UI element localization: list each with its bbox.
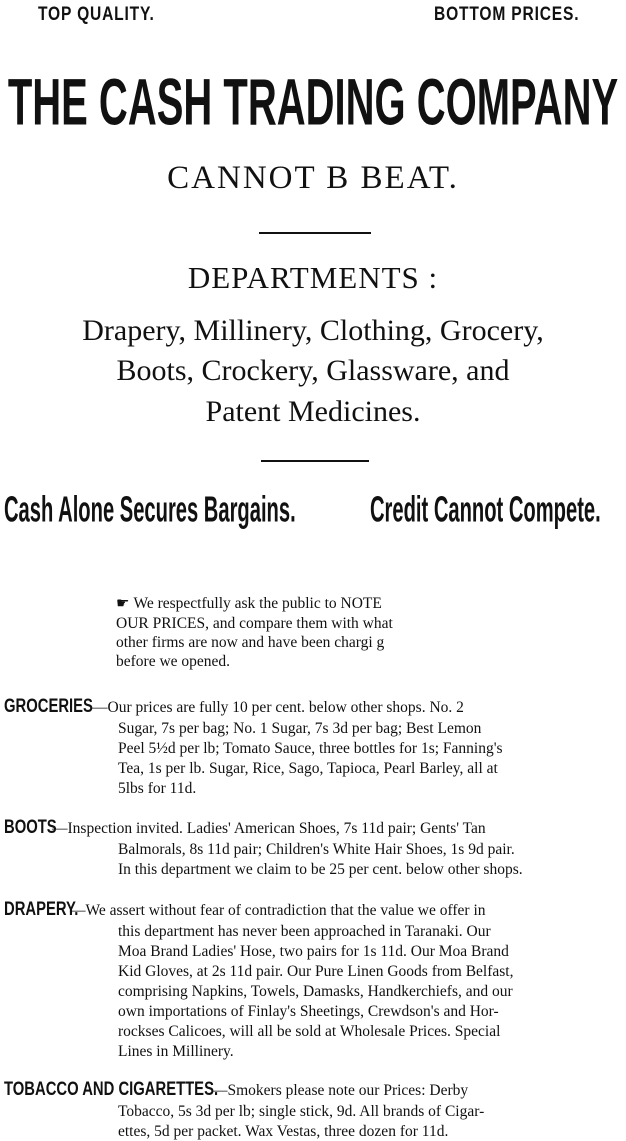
groceries-line: —Our prices are fully 10 per cent. below other shops. No. 2 — [92, 699, 464, 716]
tagline: CANNOT B BEAT. — [167, 160, 459, 196]
tobacco-line: —Smokers please note our Prices: Derby — [212, 1082, 469, 1099]
drapery-line: rockses Calicoes, will all be sold at Wholesale Prices. Special — [118, 1023, 501, 1040]
top-quality-text: TOP QUALITY. — [38, 4, 155, 25]
divider — [259, 232, 371, 234]
drapery-line: comprising Napkins, Towels, Damasks, Handkerchiefs, and our — [118, 983, 513, 1000]
tobacco-label: TOBACCO AND CIGARETTES. — [4, 1079, 219, 1100]
drapery-line: —We assert without fear of contradiction that the value we offer in — [70, 902, 486, 919]
notice-line: other firms are now and have been chargi g — [116, 634, 385, 651]
groceries-line: 5lbs for 11d. — [118, 780, 197, 797]
tobacco-line: Tobacco, 5s 3d per lb; single stick, 9d. All brands of Cigar- — [118, 1103, 485, 1120]
notice-line: OUR PRICES, and compare them with what — [116, 615, 393, 632]
boots-section — [4, 818, 486, 838]
company-name: THE CASH TRADING COMPANY — [7, 66, 619, 140]
drapery-line: Lines in Millinery. — [118, 1043, 234, 1060]
boots-label: BOOTS — [4, 817, 57, 838]
drapery-line: Kid Gloves, at 2s 11d pair. Our Pure Linen Goods from Belfast, — [118, 963, 514, 980]
drapery-section — [4, 900, 486, 920]
departments-line: Drapery, Millinery, Clothing, Grocery, — [82, 314, 544, 347]
groceries-label: GROCERIES — [4, 696, 93, 717]
notice-line: before we opened. — [116, 653, 231, 670]
drapery-line: own importations of Finlay's Sheetings, Crewdson's and Hor- — [118, 1003, 499, 1020]
slogan-credit: Credit Cannot Compete. — [370, 490, 601, 531]
notice-block — [116, 594, 516, 671]
bottom-prices-text: BOTTOM PRICES. — [434, 4, 580, 25]
groceries-line: Tea, 1s per lb. Sugar, Rice, Sago, Tapioca, Pearl Barley, all at — [118, 760, 498, 777]
tobacco-line: ettes, 5d per packet. Wax Vestas, three dozen for 11d. — [118, 1123, 449, 1140]
boots-line: In this department we claim to be 25 per cent. below other shops. — [118, 861, 523, 878]
groceries-line: Peel 5½d per lb; Tomato Sauce, three bottles for 1s; Fanning's — [118, 740, 503, 757]
departments-heading: DEPARTMENTS : — [187, 260, 439, 295]
boots-line: —Inspection invited. Ladies' American Shoes, 7s 11d pair; Gents' Tan — [52, 820, 486, 837]
departments-line: Boots, Crockery, Glassware, and — [116, 354, 510, 387]
drapery-line: this department has never been approached in Taranaki. Our — [118, 923, 491, 940]
notice-line: We respectfully ask the public to NOTE — [133, 595, 382, 612]
drapery-label: DRAPERY. — [4, 899, 79, 920]
pointing-hand-icon: ☛ — [116, 596, 130, 612]
boots-line: Balmorals, 8s 11d pair; Children's White Hair Shoes, 1s 9d pair. — [118, 841, 515, 858]
drapery-line: Moa Brand Ladies' Hose, two pairs for 1s 11d. Our Moa Brand — [118, 943, 509, 960]
departments-line: Patent Medicines. — [205, 395, 421, 428]
groceries-line: Sugar, 7s per bag; No. 1 Sugar, 7s 3d per bag; Best Lemon — [118, 720, 482, 737]
tobacco-section — [4, 1080, 468, 1100]
groceries-section — [4, 697, 464, 717]
divider — [261, 460, 369, 462]
slogan-cash: Cash Alone Secures Bargains. — [4, 490, 296, 531]
